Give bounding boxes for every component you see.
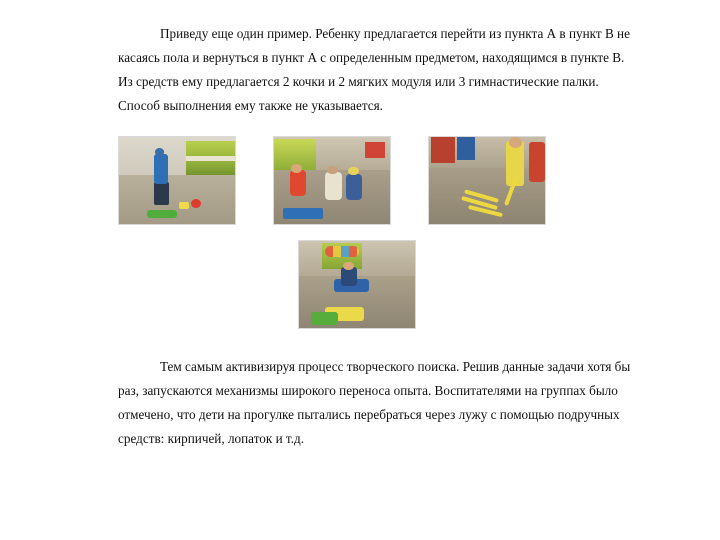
photo4-balls — [325, 246, 360, 256]
photo-row-top — [118, 136, 634, 225]
photo-row-bottom — [118, 240, 634, 329]
images-block — [118, 136, 634, 329]
photo1-shelf-edge — [186, 156, 235, 160]
photo3-red-panel — [431, 137, 454, 163]
paragraph-top-text: Приведу еще один пример. Ребенку предлагается перейти из пункта А в пункт В не касаясь пола и вернуться в пункт А с определенным предметом, находящимся в пункте В. Из средств ему предлагается 2 кочки и 2 мягких модуля или 3 гимнастические палки. Способ выполнения ему также не указывается. — [118, 26, 630, 114]
photo3-blue-panel — [457, 137, 476, 160]
photo3-child-red — [529, 142, 545, 182]
photo4-boy-body — [341, 267, 357, 286]
photo-boy-modules — [298, 240, 416, 329]
photo2-red-box — [365, 142, 386, 158]
photo2-child-blue — [346, 174, 362, 200]
photo-boy-green-mat — [118, 136, 236, 225]
photo2-blue-module — [283, 208, 322, 218]
paragraph-bottom — [118, 355, 634, 451]
paragraph-top — [118, 22, 634, 118]
photo-yellow-sticks — [428, 136, 546, 225]
photo1-boy-body — [154, 154, 168, 184]
photo2-child-blue-head — [348, 167, 358, 176]
photo1-boy-legs — [154, 182, 169, 205]
photo1-cone — [179, 202, 188, 209]
photo3-child-yellow-head — [509, 137, 522, 147]
photo2-child-white — [325, 172, 342, 200]
photo2-child-red-head — [291, 164, 301, 173]
photo1-green-mat — [147, 210, 177, 218]
photo4-green-module — [311, 312, 339, 324]
photo2-child-red — [290, 170, 306, 196]
photo4-boy-head — [343, 262, 353, 270]
paragraph-bottom-text: Тем самым активизируя процесс творческого поиска. Решив данные задачи хотя бы раз, запускаются механизмы широкого переноса опыта. Воспитателями на группах было отмечено, что дети на прогулке пытались перебраться через лужу с помощью подручных средств: кирпичей, лопаток и т.д. — [118, 359, 631, 447]
photo1-floor — [119, 175, 235, 224]
photo-children-blue-mat — [273, 136, 391, 225]
